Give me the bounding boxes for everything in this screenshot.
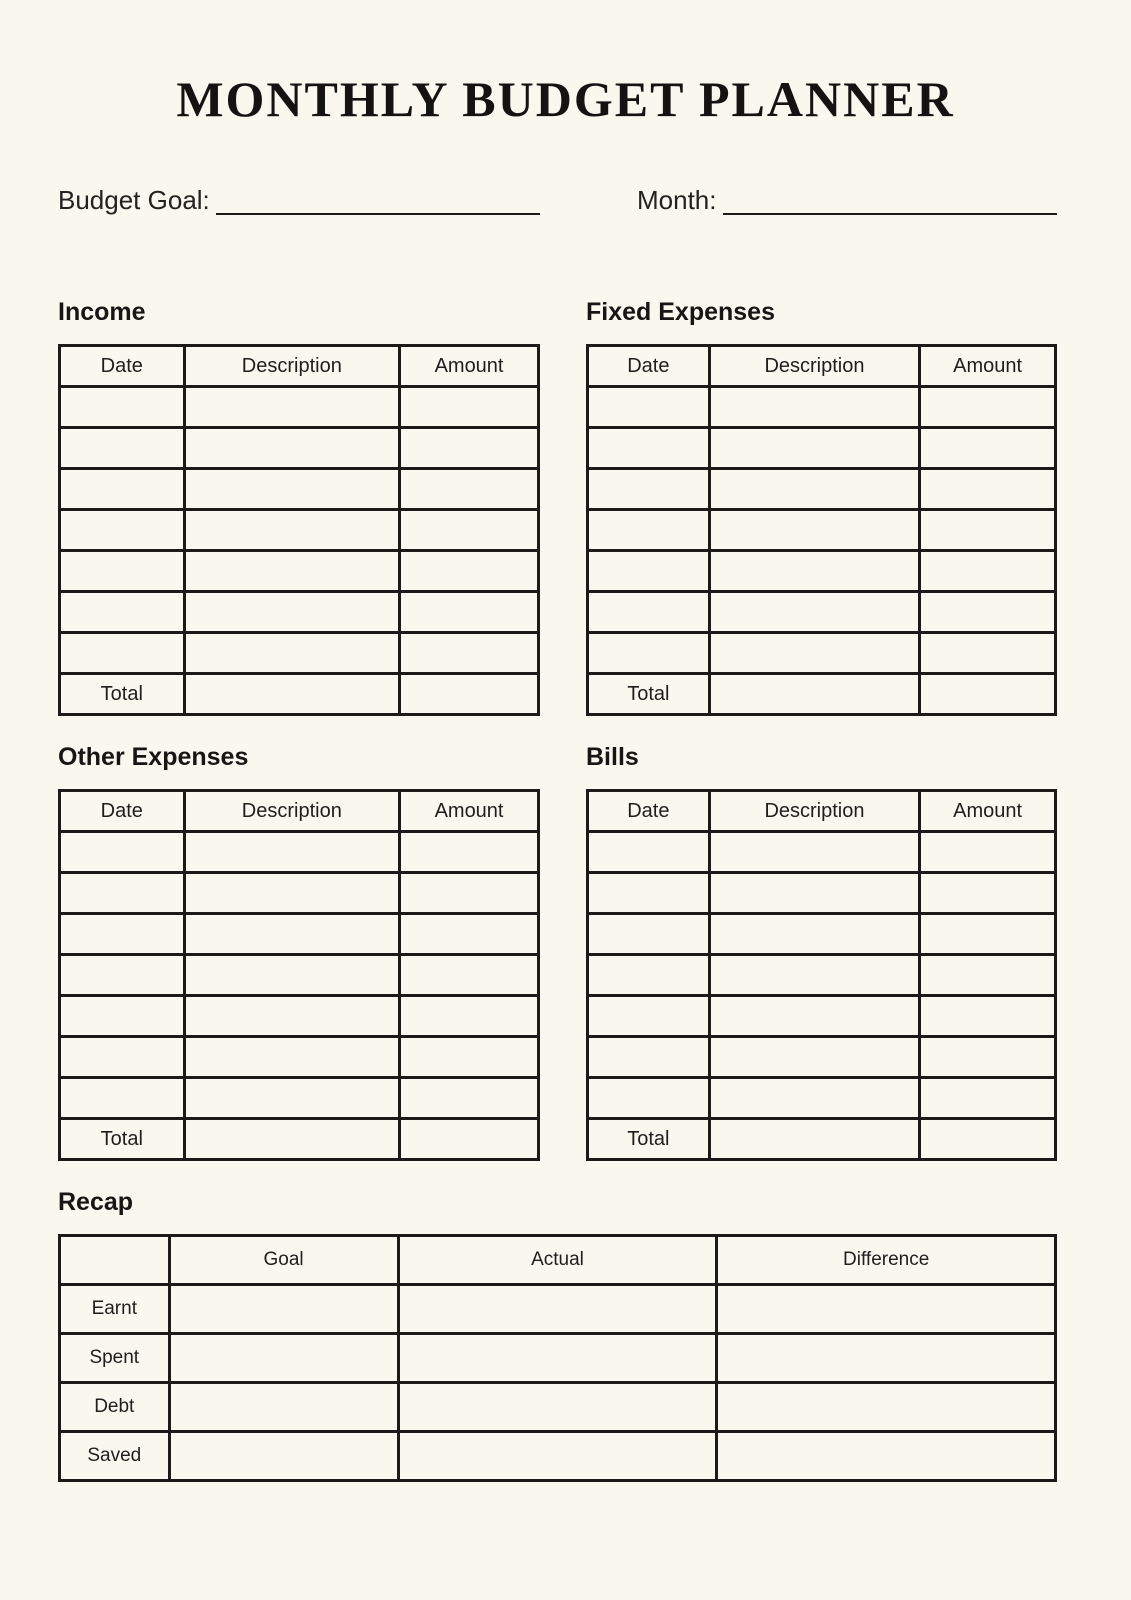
empty-cell	[184, 469, 400, 510]
recap-section	[58, 1187, 1057, 1482]
empty-cell	[184, 1037, 400, 1078]
empty-cell	[60, 551, 185, 592]
total-label: Total	[588, 674, 710, 715]
empty-cell	[920, 832, 1056, 873]
empty-cell	[709, 469, 920, 510]
column-header-description: Description	[709, 791, 920, 832]
empty-cell	[60, 469, 185, 510]
empty-cell	[717, 1285, 1056, 1334]
empty-cell	[709, 955, 920, 996]
empty-cell	[400, 551, 539, 592]
empty-cell	[920, 510, 1056, 551]
empty-cell	[588, 592, 710, 633]
header-row	[588, 346, 1056, 387]
empty-cell	[709, 551, 920, 592]
empty-cell	[400, 510, 539, 551]
recap-row-label: Earnt	[60, 1285, 170, 1334]
tables-grid	[58, 271, 1057, 1161]
table-row	[60, 1037, 539, 1078]
empty-cell	[920, 873, 1056, 914]
empty-cell	[184, 996, 400, 1037]
empty-cell	[920, 996, 1056, 1037]
bills-heading: Bills	[586, 743, 639, 771]
table-row	[60, 832, 539, 873]
empty-cell	[588, 873, 710, 914]
empty-cell	[60, 592, 185, 633]
table-row	[588, 832, 1056, 873]
total-value-cell	[920, 674, 1056, 715]
table-row	[60, 1078, 539, 1119]
table-row	[60, 996, 539, 1037]
empty-cell	[920, 387, 1056, 428]
empty-cell	[588, 996, 710, 1037]
header-row	[588, 791, 1056, 832]
empty-cell	[184, 592, 400, 633]
empty-cell	[60, 955, 185, 996]
empty-cell	[588, 387, 710, 428]
empty-cell	[400, 873, 539, 914]
other-expenses-heading: Other Expenses	[58, 743, 249, 771]
empty-cell	[184, 1078, 400, 1119]
empty-cell	[60, 387, 185, 428]
table-row	[60, 551, 539, 592]
header-row	[60, 346, 539, 387]
empty-cell	[184, 873, 400, 914]
empty-cell	[588, 832, 710, 873]
empty-cell	[920, 428, 1056, 469]
empty-cell	[169, 1285, 398, 1334]
column-header-amount: Amount	[920, 791, 1056, 832]
empty-cell	[709, 873, 920, 914]
empty-cell	[60, 428, 185, 469]
empty-cell	[400, 1037, 539, 1078]
empty-cell	[169, 1334, 398, 1383]
empty-cell	[60, 1037, 185, 1078]
recap-corner-cell	[60, 1236, 170, 1285]
page-title: MONTHLY BUDGET PLANNER	[176, 71, 955, 127]
income-heading: Income	[58, 298, 146, 326]
recap-row	[60, 1383, 1056, 1432]
table-row	[588, 592, 1056, 633]
empty-cell	[169, 1383, 398, 1432]
empty-cell	[588, 955, 710, 996]
table-row	[60, 633, 539, 674]
column-header-date: Date	[60, 346, 185, 387]
table-row	[588, 955, 1056, 996]
empty-cell	[709, 1037, 920, 1078]
empty-cell	[588, 428, 710, 469]
empty-cell	[920, 914, 1056, 955]
table-row	[588, 428, 1056, 469]
bills-section	[586, 716, 1057, 1161]
empty-cell	[920, 551, 1056, 592]
total-label: Total	[588, 1119, 710, 1160]
total-label: Total	[60, 1119, 185, 1160]
table-row	[588, 551, 1056, 592]
header-row	[60, 791, 539, 832]
income-section	[58, 271, 540, 716]
empty-cell	[709, 592, 920, 633]
empty-cell	[60, 832, 185, 873]
column-header-amount: Amount	[920, 346, 1056, 387]
total-row	[588, 1119, 1056, 1160]
empty-cell	[709, 387, 920, 428]
budget-goal-field	[58, 183, 540, 219]
empty-cell	[588, 510, 710, 551]
column-header-goal: Goal	[169, 1236, 398, 1285]
empty-cell	[60, 510, 185, 551]
table-row	[588, 387, 1056, 428]
empty-cell	[920, 955, 1056, 996]
table-row	[588, 469, 1056, 510]
empty-cell	[588, 551, 710, 592]
header-fields	[58, 183, 1057, 219]
table-row	[588, 996, 1056, 1037]
empty-cell	[920, 469, 1056, 510]
recap-row	[60, 1334, 1056, 1383]
other-expenses-section	[58, 716, 540, 1161]
table-row	[588, 914, 1056, 955]
total-value-cell	[184, 1119, 400, 1160]
total-value-cell	[400, 1119, 539, 1160]
total-value-cell	[709, 674, 920, 715]
recap-heading: Recap	[58, 1188, 134, 1216]
empty-cell	[588, 633, 710, 674]
empty-cell	[60, 633, 185, 674]
column-header-description: Description	[184, 346, 400, 387]
table-row	[588, 633, 1056, 674]
empty-cell	[184, 914, 400, 955]
month-label: Month:	[637, 185, 717, 215]
empty-cell	[588, 1078, 710, 1119]
empty-cell	[184, 551, 400, 592]
table-row	[60, 592, 539, 633]
column-header-description: Description	[709, 346, 920, 387]
empty-cell	[920, 1037, 1056, 1078]
empty-cell	[709, 996, 920, 1037]
recap-row-label: Debt	[60, 1383, 170, 1432]
empty-cell	[184, 955, 400, 996]
empty-cell	[920, 633, 1056, 674]
column-header-date: Date	[60, 791, 185, 832]
empty-cell	[400, 387, 539, 428]
empty-cell	[60, 996, 185, 1037]
empty-cell	[717, 1432, 1056, 1481]
recap-row	[60, 1432, 1056, 1481]
table-row	[60, 873, 539, 914]
empty-cell	[184, 832, 400, 873]
bills-table	[586, 789, 1057, 1161]
total-value-cell	[184, 674, 400, 715]
empty-cell	[400, 1078, 539, 1119]
fixed-expenses-section	[586, 271, 1057, 716]
income-table	[58, 344, 540, 716]
table-row	[588, 1037, 1056, 1078]
empty-cell	[169, 1432, 398, 1481]
empty-cell	[709, 914, 920, 955]
empty-cell	[588, 469, 710, 510]
table-row	[588, 873, 1056, 914]
column-header-amount: Amount	[400, 346, 539, 387]
column-header-description: Description	[184, 791, 400, 832]
total-value-cell	[709, 1119, 920, 1160]
empty-cell	[184, 387, 400, 428]
budget-goal-line	[216, 213, 540, 215]
column-header-date: Date	[588, 791, 710, 832]
table-row	[588, 510, 1056, 551]
total-value-cell	[920, 1119, 1056, 1160]
total-label: Total	[60, 674, 185, 715]
column-header-difference: Difference	[717, 1236, 1056, 1285]
table-row	[60, 428, 539, 469]
empty-cell	[709, 428, 920, 469]
empty-cell	[398, 1383, 717, 1432]
month-line	[723, 213, 1058, 215]
total-row	[588, 674, 1056, 715]
recap-row-label: Spent	[60, 1334, 170, 1383]
total-value-cell	[400, 674, 539, 715]
empty-cell	[400, 469, 539, 510]
total-row	[60, 1119, 539, 1160]
header-row	[60, 1236, 1056, 1285]
column-header-amount: Amount	[400, 791, 539, 832]
fixed-expenses-heading: Fixed Expenses	[586, 298, 775, 326]
empty-cell	[400, 832, 539, 873]
empty-cell	[920, 592, 1056, 633]
column-header-actual: Actual	[398, 1236, 717, 1285]
empty-cell	[920, 1078, 1056, 1119]
table-row	[60, 387, 539, 428]
empty-cell	[400, 592, 539, 633]
empty-cell	[588, 914, 710, 955]
recap-row-label: Saved	[60, 1432, 170, 1481]
empty-cell	[184, 510, 400, 551]
empty-cell	[588, 1037, 710, 1078]
empty-cell	[400, 428, 539, 469]
empty-cell	[717, 1383, 1056, 1432]
empty-cell	[398, 1432, 717, 1481]
empty-cell	[398, 1285, 717, 1334]
budget-goal-label: Budget Goal:	[58, 185, 210, 215]
empty-cell	[400, 996, 539, 1037]
fixed-expenses-table	[586, 344, 1057, 716]
empty-cell	[717, 1334, 1056, 1383]
table-row	[60, 510, 539, 551]
table-row	[60, 955, 539, 996]
empty-cell	[60, 1078, 185, 1119]
empty-cell	[398, 1334, 717, 1383]
other-expenses-table	[58, 789, 540, 1161]
table-row	[588, 1078, 1056, 1119]
empty-cell	[400, 914, 539, 955]
empty-cell	[184, 633, 400, 674]
recap-row	[60, 1285, 1056, 1334]
total-row	[60, 674, 539, 715]
table-row	[60, 469, 539, 510]
empty-cell	[709, 832, 920, 873]
empty-cell	[709, 1078, 920, 1119]
empty-cell	[709, 633, 920, 674]
empty-cell	[709, 510, 920, 551]
empty-cell	[60, 914, 185, 955]
empty-cell	[184, 428, 400, 469]
month-field	[586, 183, 1057, 219]
empty-cell	[60, 873, 185, 914]
empty-cell	[400, 955, 539, 996]
column-header-date: Date	[588, 346, 710, 387]
table-row	[60, 914, 539, 955]
empty-cell	[400, 633, 539, 674]
recap-table	[58, 1234, 1057, 1482]
